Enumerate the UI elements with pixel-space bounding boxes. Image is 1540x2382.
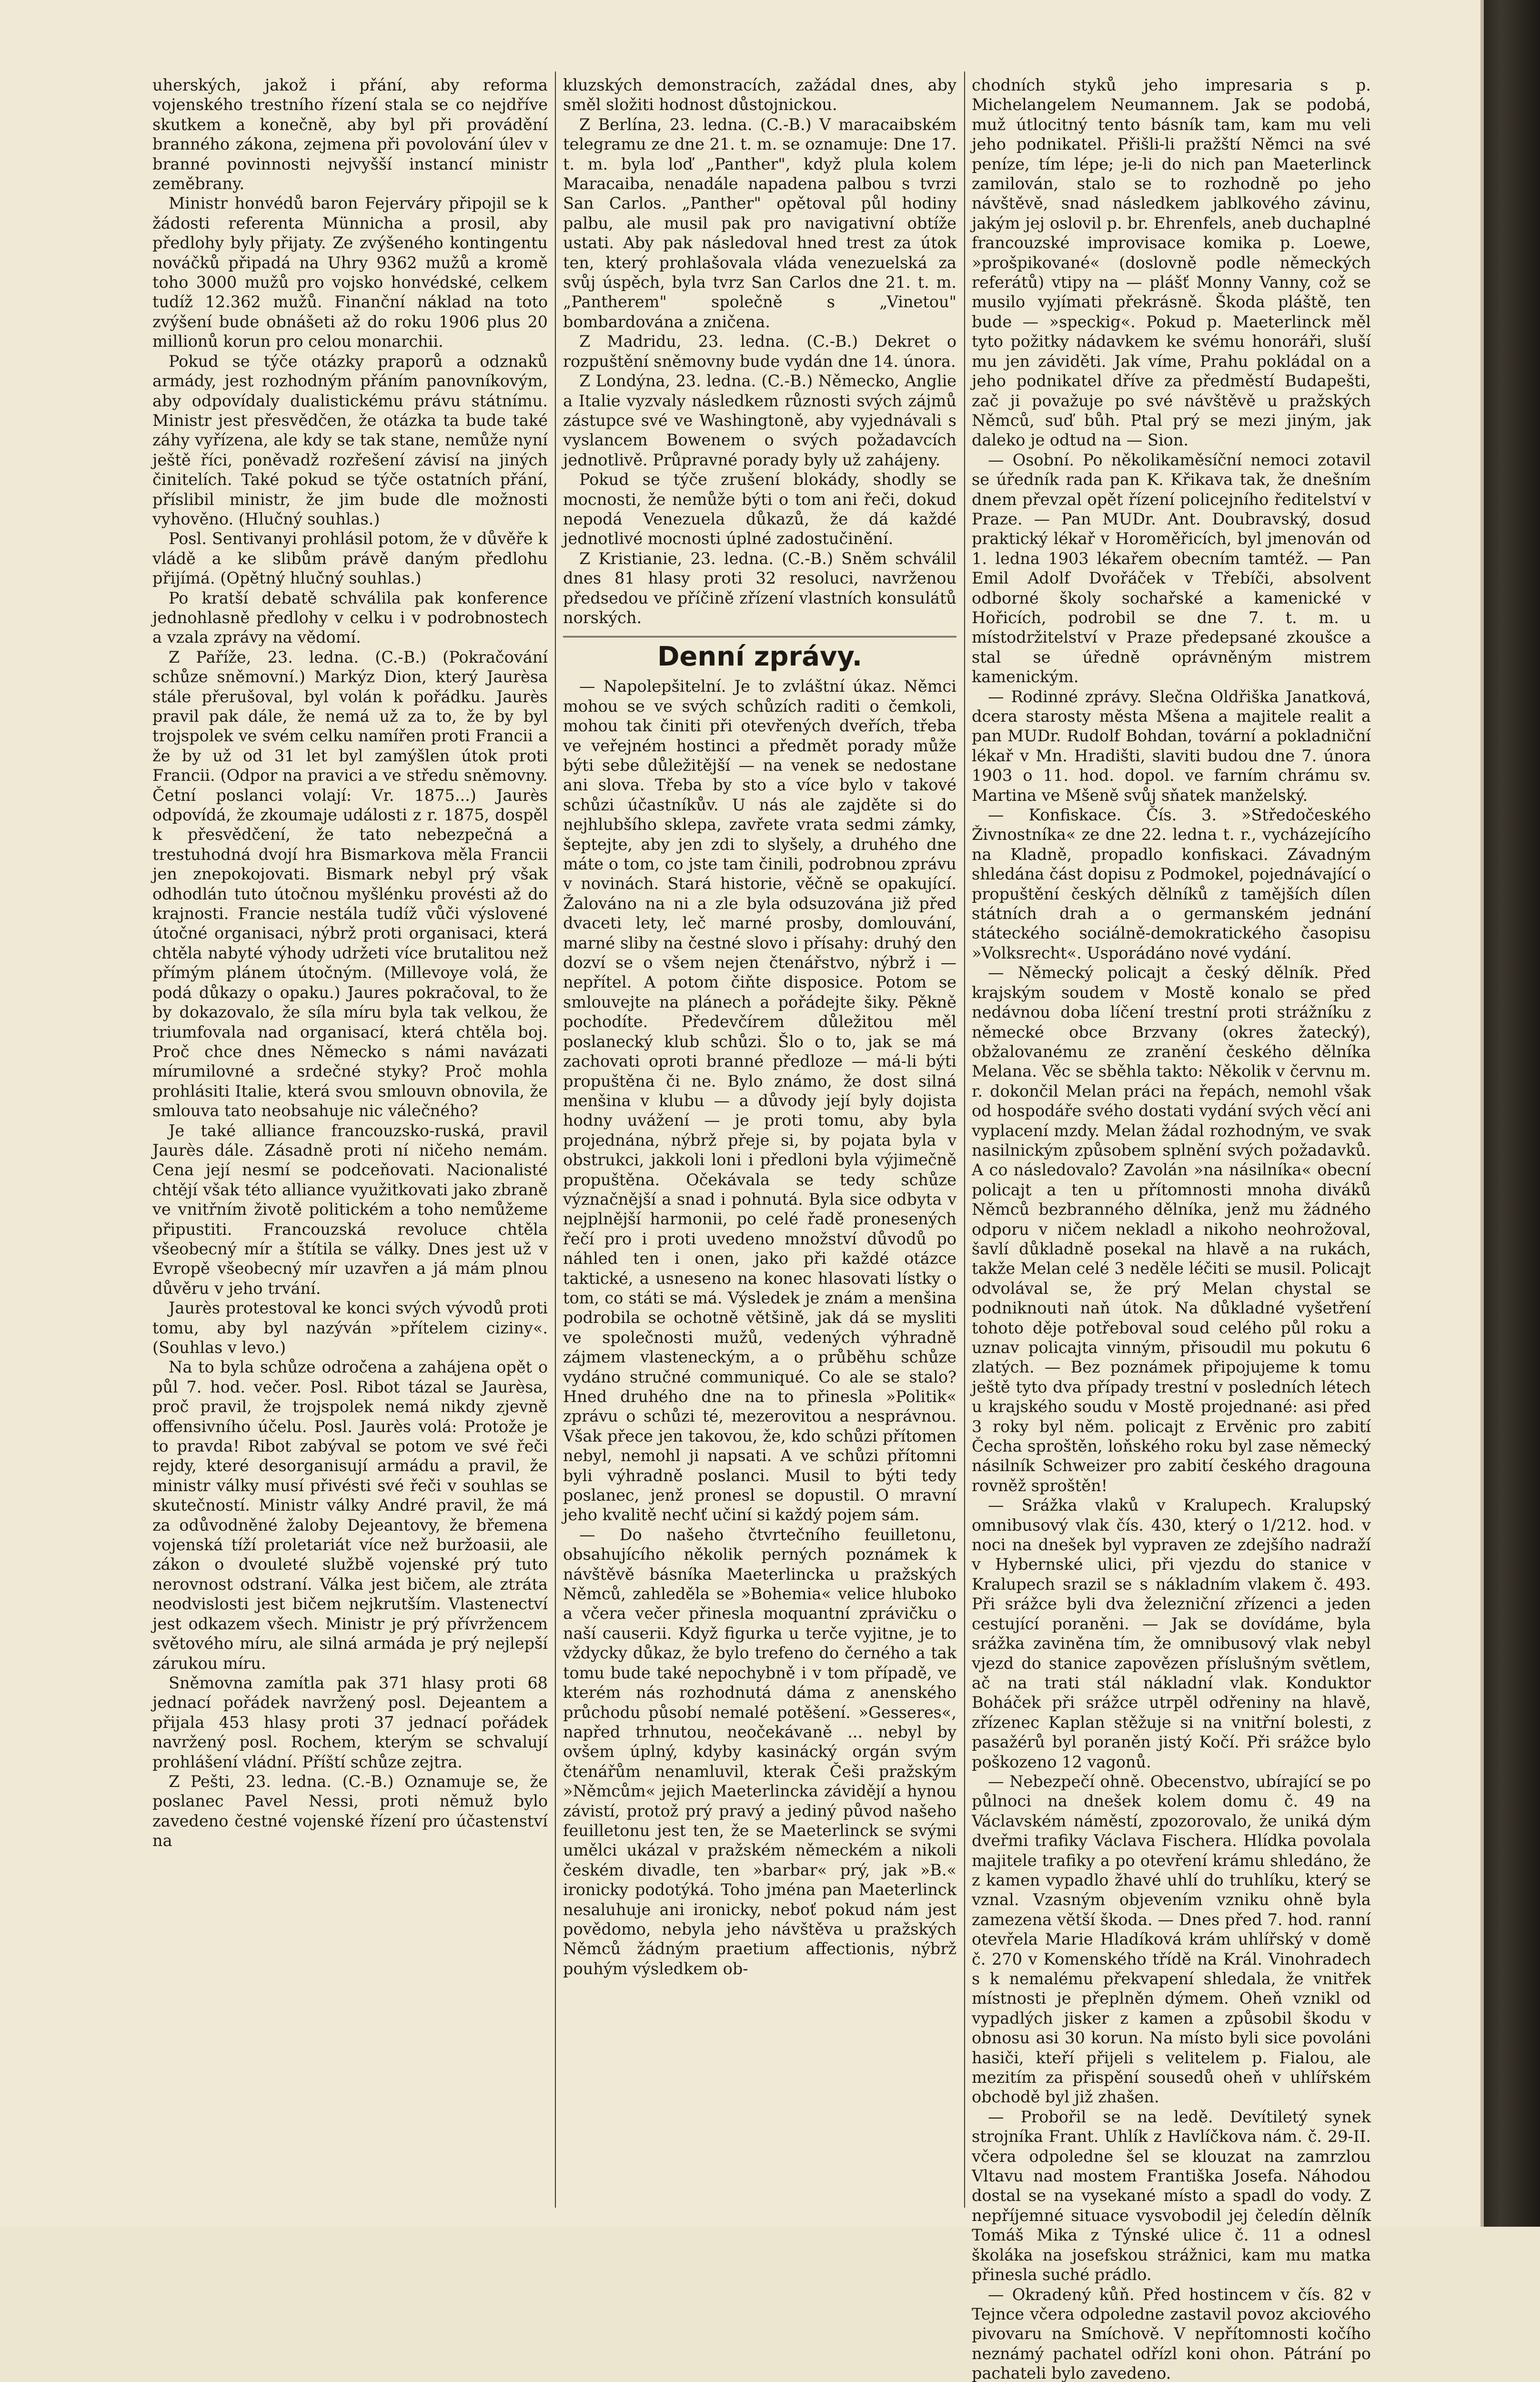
paragraph: — Osobní. Po několikaměsíční nemoci zotavil se úředník rada pan K. Křikava tak, že dnešním dnem převzal opět řízení policejního ředitelství v Praze. — Pan MUDr. Ant. Doubravský, dosud praktický lékař v Horoměřicích, byl jmenován od 1. ledna 1903 lékařem obecním tamtéž. — Pan Emil Adolf Dvořáček v Třebíči, absolvent odborné školy sochařské a kamenické v Hořicích, podrobil se dne 7. t. m. u místodržitelství v Praze předepsané zkoušce a stal se úředně oprávněným mistrem kamenickým.: [972, 450, 1371, 687]
paragraph: Z Londýna, 23. ledna. (C.-B.) Německo, Anglie a Italie vyzvaly následkem různosti svých zájmů zástupce své ve Washingtoně, aby vyjednávali s vyslancem Bowenem o svých požadavcích jednotlivě. Průpravné porady byly už zahájeny.: [563, 371, 956, 470]
paragraph: Z Kristianie, 23. ledna. (C.-B.) Sněm schválil dnes 81 hlasy proti 32 resoluci, navrženou předsedou ve příčině zřízení vlastních konsulátů norských.: [563, 549, 956, 628]
paragraph: Z Madridu, 23. ledna. (C.-B.) Dekret o rozpuštění sněmovny bude vydán dne 14. února.: [563, 332, 956, 371]
section-title: Denní zprávy.: [563, 636, 956, 674]
paragraph: uherských, jakož i přání, aby reforma vojenského trestního řízení stala se co nejdříve skutkem a konečně, aby byl při provádění branného zákona, zejmena při povolování úlev v branné povinnosti nejvyšší instancí ministr zeměbrany.: [152, 75, 548, 193]
paragraph: Je také alliance francouzsko-ruská, pravil Jaurès dále. Zásadně proti ní ničeho nemám. Cena její nesmí se podceňovati. Nacionalisté chtějí však této alliance využitkovati jako zbraně ve vnitřním životě politickém a toho nemůžeme připustiti. Francouzská revoluce chtěla všeobecný mír a štítila se války. Dnes jest už v Evropě všeobecný mír uzavřen a já mám plnou důvěru v jeho trvání.: [152, 1121, 548, 1299]
paragraph: Pokud se týče zrušení blokády, shodly se mocnosti, že nemůže býti o tom ani řeči, dokud nepodá Venezuela důkazů, že dá každé jednotlivé mocnosti úplné zadostučinění.: [563, 470, 956, 549]
paragraph: chodních styků jeho impresaria s p. Michelangelem Neumannem. Jak se podobá, muž útlocitný tento básník tam, kam mu veli jeho podnikatel. Přišli-li pražští Němci na své peníze, tím lépe; je-li do nich pan Maeterlinck zamilován, stalo se to rozhodně po jeho návštěvě, snad následkem jablkového závinu, jakým jej oslovil p. br. Ehrenfels, aneb duchaplné francouzské improvisace komika p. Loewe, »prošpikované« (doslovně podle německých referátů) vtipy na — plášť Monny Vanny, což se musilo vyjímati překrásně. Škoda pláště, ten bude — »speckig«. Pokud p. Maeterlinck měl tyto požitky nádavkem ke svému honoráři, sluší mu jen záviděti. Jak víme, Prahu pokládal on a jeho podnikatel dříve za předměstí Budapešti, zač ji považuje po své návštěvě u pražských Němců, suď bůh. Ptal prý se mezi jiným, jak daleko je odtud na — Sion.: [972, 75, 1371, 450]
paragraph: Posl. Sentivanyi prohlásil potom, že v důvěře k vládě a ke slibům právě daným předlohu přijímá. (Opětný hlučný souhlas.): [152, 529, 548, 588]
paragraph: Na to byla schůze odročena a zahájena opět o půl 7. hod. večer. Posl. Ribot tázal se Jaurèsa, proč pravil, že trojspolek nemá nikdy zjevně offensivního účelu. Posl. Jaurès volá: Protože je to pravda! Ribot zabýval se potom ve své řeči rejdy, které desorganisují armádu a pravil, že ministr války musí přivésti své řeči v souhlas se skutečností. Ministr války André pravil, že má za odůvodněné žaloby Dejeantovy, že břemena vojenská tíží proletariát více než buržoasii, ale zákon o dvouleté službě vojenské prý tuto nerovnost odstraní. Válka jest bičem, ale ztráta neodvislosti jest bičem nejkrutším. Vlastenectví jest odkazem všech. Ministr je prý přívržencem světového míru, ale silná armáda je prý nejlepší zárukou míru.: [152, 1357, 548, 1673]
column-1: [152, 75, 548, 2208]
paragraph: Z Berlína, 23. ledna. (C.-B.) V maracaibském telegramu ze dne 21. t. m. se oznamuje: Dne 17. t. m. byla loď „Panther", když plula kolem Maracaiba, nenadále napadena palbou s tvrzi San Carlos. „Panther" opětoval půl hodiny palbu, ale musil pak pro navigativní obtíže ustati. Aby pak následoval hned trest za útok ten, který prohlašovala vláda venezuelská za svůj úspěch, byla tvrz San Carlos dne 21. t. m. „Pantherem" společně s „Vinetou" bombardována a zničena.: [563, 115, 956, 332]
paragraph: kluzských demonstracích, zažádal dnes, aby směl složiti hodnost důstojnickou.: [563, 75, 956, 115]
binding-edge: [1484, 0, 1540, 2227]
column-2: [563, 75, 956, 2208]
paragraph: Sněmovna zamítla pak 371 hlasy proti 68 jednací pořádek navržený posl. Dejeantem a přijala 453 hlasy proti 37 jednací pořádek navržený posl. Rochem, kterým se schvalují prohlášení vládní. Příští schůze zejtra.: [152, 1673, 548, 1772]
paragraph: — Nebezpečí ohně. Obecenstvo, ubírající se po půlnoci na dnešek kolem domu č. 49 na Václavském náměstí, zpozorovalo, že uniká dým dveřmi trafiky Václava Fischera. Hlídka povolala majitele trafiky a po otevření krámu shledáno, že z kamen vypadlo žhavé uhlí do truhlíku, který se vznal. Vzasným objevením vzniku ohně byla zamezena větší škoda. — Dnes před 7. hod. ranní otevřela Marie Hladíková krám uhlířský v domě č. 270 v Komenského třídě na Král. Vinohradech s k nemalému překvapení shledala, že vnitřek místnosti je přeplněn dýmem. Oheň vznikl od vypadlých jisker z kamen a způsobil škodu v obnosu asi 30 korun. Na místo byli sice povoláni hasiči, kteří přijeli s velitelem p. Fialou, ale mezitím za přispění sousedů oheň v uhlířském obchodě byl již zhašen.: [972, 1772, 1371, 2107]
paragraph: — Konfiskace. Čís. 3. »Středočeského Živnostníka« ze dne 22. ledna t. r., vycházejícího na Kladně, propadlo konfiskaci. Závadným shledána část dopisu z Podmokel, pojednávající o propuštění českých dělníků z tamějších dílen státních drah a o germanském jednání státeckého sociálně-demokratického časopisu »Volksrecht«. Usporádáno nové vydání.: [972, 805, 1371, 963]
paragraph: — Okradený kůň. Před hostincem v čís. 82 v Tejnce včera odpoledne zastavil povoz akciového pivovaru na Smíchově. V nepřítomnosti kočího neznámý pachatel odřízl koni ohon. Pátrání po pachateli bylo zavedeno.: [972, 2285, 1371, 2382]
paragraph: Po kratší debatě schválila pak konference jednohlasně předlohy v celku i v podrobnostech a vzala zprávy na vědomí.: [152, 588, 548, 647]
paragraph: — Rodinné zprávy. Slečna Oldřiška Janatková, dcera starosty města Mšena a majitele realit a pan MUDr. Rudolf Bohdan, tovární a pokladniční lékař v Mn. Hradišti, slaviti budou dne 7. února 1903 o 11. hod. dopol. ve farním chrámu sv. Martina ve Mšeně svůj sňatek manželský.: [972, 687, 1371, 805]
column-3: [972, 75, 1371, 2208]
paragraph: — Do našeho čtvrtečního feuilletonu, obsahujícího několik perných poznámek k návštěvě básníka Maeterlincka u pražských Němců, zahleděla se »Bohemia« velice hluboko a včera večer přinesla moquantní zprávičku o naší causerii. Když figurka u terče vyjitne, je to vždycky důkaz, že bylo trefeno do černého a tak tomu bude také nepochybně i v tom případě, ve kterém nás rozhodnutá dáma z anenského průchodu působí nemalé potěšení. »Gesseres«, napřed trhnutou, neočekávaně ... nebyl by ovšem úplný, kdyby kasinácký orgán svým čtenářům nenamluvil, kterak Češi pražským »Němcům« jejich Maeterlincka závidějí a hynou závistí, protož prý pravý a jediný původ našeho feuilletonu jest ten, že se Maeterlinck se svými umělci ukázal v pražském německém a nikoli českém divadle, ten »barbar« prý, jak »B.« ironicky podotýká. Toho jména pan Maeterlinck nesaluhuje ani ironicky, neboť pokud nám jest povědomo, nebyla jeho návštěva u pražských Němců žádným praetium affectionis, nýbrž pouhým výsledkem ob-: [563, 1525, 956, 1978]
paragraph: — Německý policajt a český dělník. Před krajským soudem v Mostě konalo se před nedávnou doba líčení trestní proti strážníku z německé obce Brzvany (okres žatecký), obžalovanému ze zranění českého dělníka Melana. Věc se sběhla takto: Několik v červnu m. r. dokončil Melan práci na řepách, nemohl však od hospodáře svého dostati vydání svých věcí ani vyplacení mzdy. Melan žádal rozhodným, ve svak nasilnickým způsobem splnění svých požadavků. A co následovalo? Zavolán »na násilníka« obecní policajt a ten u přítomnosti mnoha diváků Němců bezbranného dělníka, jenž mu žádného odporu v ničem nekladl a nikoho neohrožoval, šavlí důkladně posekal na hlavě a na rukách, takže Melan celé 3 neděle léčiti se musil. Policajt odvolával se, že prý Melan chystal se podniknouti naň útok. Na důkladné vyšetření tohoto děje potřeboval soud celého půl roku a uznav policajta vinným, přisoudil mu pokutu 6 zlatých. — Bez poznámek připojujeme k tomu ještě tyto dva případy trestní v posledních létech u krajského soudu v Mostě projednané: asi před 3 roky byl něm. policajt z Ervěnic pro zabití Čecha sproštěn, loňského roku byl zase německý násilník Schweizer pro zabití českého dragouna rovněž sproštěn!: [972, 963, 1371, 1495]
paragraph: Ministr honvédů baron Fejerváry připojil se k žádosti referenta Münnicha a prosil, aby předlohy byly přijaty. Ze zvýšeného kontingentu nováčků připadá na Uhry 9362 mužů a kromě toho 3000 mužů pro vojsko honvédské, celkem tudíž 12.362 mužů. Finanční náklad na toto zvýšení bude obnášeti až do roku 1906 plus 20 millionů korun pro celou monarchii.: [152, 193, 548, 351]
paragraph: — Srážka vlaků v Kralupech. Kralupský omnibusový vlak čís. 430, který o 1/212. hod. v noci na dnešek byl vypraven ze zdejšího nadraží v Hybernské ulici, při vjezdu do stanice v Kralupech srazil se s nákladním vlakem č. 493. Při srážce byli dva železniční zřízenci a jeden cestující poraněni. — Jak se dovídáme, byla srážka zaviněna tím, že omnibusový vlak nebyl vjezd do stanice zapovězen příslušným světlem, ač na trati stál nákladní vlak. Konduktor Boháček při srážce utrpěl odřeniny na hlavě, zřízenec Kaplan stěžuje si na vnitřní bolesti, z pasažérů byl poraněn jistý Kočí. Při srážce bylo poškozeno 12 vagonů.: [972, 1495, 1371, 1772]
paragraph: Z Pešti, 23. ledna. (C.-B.) Oznamuje se, že poslanec Pavel Nessi, proti němuž bylo zavedeno čestné vojenské řízení pro účastenství na: [152, 1772, 548, 1851]
paragraph: — Napolepšitelní. Je to zvláštní úkaz. Němci mohou se ve svých schůzích raditi o čemkoli, mohou tak činiti při otevřených dveřích, třeba ve veřejném hostinci a předmět porady může býti sebe důležitější — na venek se nedostane ani slova. Třeba by sto a více bylo v takové schůzi účastníkův. U nás ale zajděte si do nejhlubšího sklepa, zavřete vrata sedmi zámky, šeptejte, aby jen zdi to slyšely, a druhého dne máte o tom, co jste tam činili, podrobnou zprávu v novinách. Stará historie, věčně se opakující. Žalováno na ni a zle byla odsuzována již před dvaceti lety, leč marné prosby, domlouvání, marné sliby na čestné slovo i přísahy: druhý den dozví se o všem nejen čtenářstvo, nýbrž i — nepřítel. A potom čiňte disposice. Potom se smlouvejte na plánech a pořádejte šiky. Pěkně pochodíte. Předevčírem důležitou měl poslanecký klub schůzi. Šlo o to, jak se má zachovati oproti branné předloze — má-li býti propuštěna či ne. Bylo známo, že dost silná menšina v klubu — a důvody její byly dojista hodny uvážení — je proti tomu, aby byla projednána, nýbrž přeje si, by pojata byla v obstrukci, jakkoli loni i předloni byla výjimečně propuštěna. Očekávala se tedy schůze význačnější a snad i pohnutá. Byla sice odbyta v nejplnější harmonii, po celé řadě pronesených řečí pro i proti uvedeno množství důvodů po náhled ten i onen, jako při každé otázce taktické, a usneseno na konec hlasovati lístky o tom, co státi se má. Výsledek je znám a menšina podrobila se ochotně většině, jak dá se mysliti ve společnosti mužů, vedených výhradně zájmem vlasteneckým, a o průběhu schůze vydáno stručné communiqué. Co ale se stalo? Hned druhého dne na to přinesla »Politik« zprávu o schůzi té, mezerovitou a nesprávnou. Však přece jen takovou, že, kdo schůzi přítomen nebyl, nemohl ji napsati. A ve schůzi přítomni byli výhradně poslanci. Musil to býti tedy poslanec, jenž pronesl se dopustil. O mravní jeho kvalitě nechť učiní si každý pojem sám.: [563, 676, 956, 1524]
column-divider-2: [964, 71, 965, 2208]
paragraph: Z Paříže, 23. ledna. (C.-B.) (Pokračování schůze sněmovní.) Markýz Dion, který Jaurèsa stále přerušoval, byl volán k pořádku. Jaurès pravil pak dále, že nemá už za to, že by byl trojspolek ve svém celku namířen proti Francii a že by už od 31 let byl zamýšlen útok proti Francii. (Odpor na pravici a ve středu sněmovny. Četní poslanci volají: Vr. 1875...) Jaurès odpovídá, že zkoumaje události z r. 1875, dospěl k přesvědčení, že tato nebezpečná a trestuhodná dvojí hra Bismarkova měla Francii jen znepokojovati. Bismark nebyl prý však odhodlán tuto útočnou myšlénku provésti až do krajnosti. Francie nestála tudíž vůči výslovené útočné organisaci, nýbrž proti organisaci, která chtěla nabyté výhody udržeti více brutalitou než přímým plánem útočným. (Millevoye volá, že podá důkazy o opaku.) Jaures pokračoval, to že by dokazovalo, že síla míru byla tak velkou, že triumfovala nad organisací, která chtěla boj. Proč chce dnes Německo s námi navázati mírumilovné a srdečné styky? Proč mohla prohlásiti Italie, která svou smlouvn obnovila, že smlouva tato neobsahuje nic válečného?: [152, 647, 548, 1121]
paragraph: Pokud se týče otázky praporů a odznaků armády, jest rozhodným přáním panovníkovým, aby odpovídaly dualistickému právu státnímu. Ministr jest přesvědčen, že otázka ta bude také záhy vyřízena, ale kdy se tak stane, nemůže nyní ještě říci, poněvadž rozřešení závisí na jiných činitelích. Také pokud se týče ostatních přání, příslibil ministr, že jim bude dle možnosti vyhověno. (Hlučný souhlas.): [152, 352, 548, 529]
column-divider-1: [555, 71, 556, 2208]
paragraph: — Probořil se na ledě. Devítiletý synek strojníka Frant. Uhlík z Havlíčkova nám. č. 29-II. včera odpoledne šel se klouzat na zamrzlou Vltavu nad mostem Františka Josefa. Náhodou dostal se na vysekané místo a spadl do vody. Z nepříjemné situace vysvobodil jej čeledín dělník Tomáš Mika z Týnské ulice č. 11 a odnesl školáka na josefskou strážnici, kam mu matka přinesla suché prádlo.: [972, 2107, 1371, 2285]
paragraph: Jaurès protestoval ke konci svých vývodů proti tomu, aby byl nazýván »přítelem ciziny«. (Souhlas v levo.): [152, 1298, 548, 1357]
